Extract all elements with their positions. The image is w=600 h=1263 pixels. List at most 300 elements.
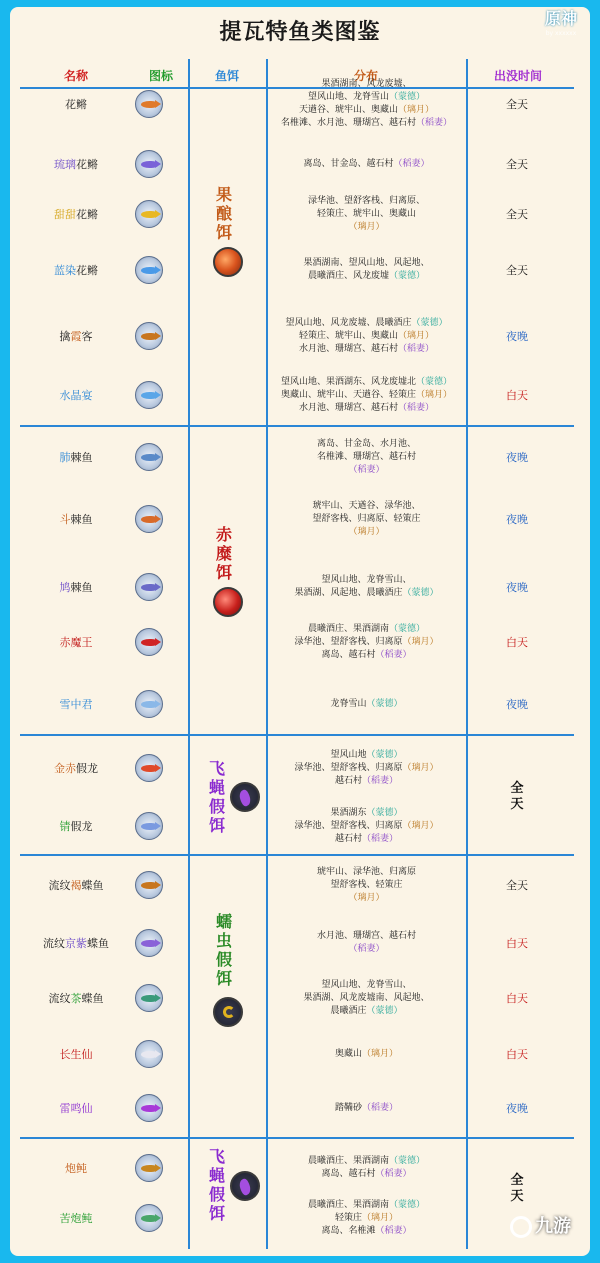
location-text: 望风山地 bbox=[330, 749, 367, 760]
worm-lure-icon bbox=[213, 997, 243, 1027]
spawn-time: 白天 bbox=[506, 636, 528, 649]
fish-name-part: 蝶鱼 bbox=[87, 937, 109, 950]
fish-tail-icon bbox=[155, 881, 161, 889]
region-tag: （璃月） bbox=[398, 105, 435, 115]
distribution-line bbox=[268, 451, 465, 464]
location-text: 越石村 bbox=[334, 775, 362, 786]
fish-name bbox=[20, 760, 132, 776]
spawn-time-char: 全 bbox=[510, 781, 524, 796]
region-tag: （蒙德） bbox=[366, 1005, 403, 1016]
distribution-line bbox=[268, 376, 465, 389]
spawn-time: 全天 bbox=[506, 208, 528, 221]
fish-name-part: 金赤 bbox=[54, 762, 76, 775]
genshin-logo bbox=[530, 8, 592, 50]
location-text: 果酒湖、风起地、晨曦酒庄 bbox=[294, 588, 403, 598]
region-tag: （蒙德） bbox=[389, 92, 426, 102]
spawn-time: 白天 bbox=[506, 389, 528, 402]
fish-tail-icon bbox=[155, 1104, 161, 1112]
spawn-time: 夜晚 bbox=[506, 581, 528, 594]
bait-label bbox=[203, 1147, 231, 1223]
location-text: 离岛、越石村 bbox=[321, 1169, 376, 1179]
fly-lure-icon bbox=[230, 782, 260, 812]
region-tag: （璃月） bbox=[348, 892, 385, 903]
location-text: 果酒湖东 bbox=[330, 807, 367, 818]
bait-char: 假 bbox=[215, 950, 232, 969]
fish-name bbox=[20, 877, 132, 893]
fish-name-part: 雷鸣仙 bbox=[59, 1102, 93, 1115]
location-text: 望风山地、果酒湖东、风龙废墟北 bbox=[280, 376, 416, 387]
fruit-bait-icon bbox=[213, 247, 243, 277]
group-divider bbox=[20, 734, 574, 736]
bait-char: 蝇 bbox=[208, 1166, 225, 1185]
bait-label bbox=[210, 525, 238, 582]
fish-name bbox=[20, 634, 132, 650]
fish-name-part: 流纹 bbox=[48, 992, 71, 1005]
group-divider bbox=[20, 425, 574, 427]
location-text: 晨曦酒庄、果酒湖南 bbox=[307, 1199, 389, 1210]
fish-name-part: 蝶鱼 bbox=[81, 879, 104, 892]
region-tag: （稻妻） bbox=[416, 118, 453, 128]
group-divider bbox=[20, 854, 574, 856]
region-tag: （稻妻） bbox=[362, 775, 399, 786]
page-title: 提瓦特鱼类图鉴 bbox=[219, 20, 381, 45]
region-tag: （璃月） bbox=[402, 762, 439, 773]
fish-distribution bbox=[268, 749, 465, 788]
distribution-line bbox=[268, 526, 465, 539]
region-tag: （璃月） bbox=[416, 389, 453, 400]
fish-tail-icon bbox=[155, 822, 161, 830]
wing-icon bbox=[237, 789, 253, 808]
distribution-line bbox=[268, 807, 465, 820]
fish-tail-icon bbox=[155, 210, 161, 218]
spawn-time: 白天 bbox=[506, 1048, 528, 1061]
fish-distribution bbox=[268, 1102, 465, 1115]
fish-icon bbox=[135, 628, 163, 656]
fish-icon bbox=[135, 573, 163, 601]
logo-subtext: by xxxxxx bbox=[545, 30, 577, 37]
fish-name-part: 擒 bbox=[59, 330, 71, 343]
distribution-line bbox=[268, 513, 465, 526]
bait-label bbox=[210, 912, 238, 988]
fish-icon bbox=[135, 812, 163, 840]
distribution-line bbox=[268, 879, 465, 892]
location-text: 渌华池、望舒客栈、归离原 bbox=[294, 762, 403, 773]
fish-name-part: 客 bbox=[81, 330, 93, 343]
location-text: 轻策庄 bbox=[334, 1212, 362, 1223]
fish-name bbox=[20, 387, 132, 403]
distribution-line bbox=[268, 775, 465, 788]
fish-name-part: 赤魔王 bbox=[59, 636, 93, 649]
bait-char: 假 bbox=[208, 1185, 225, 1204]
fish-name-part: 假龙 bbox=[70, 820, 93, 833]
distribution-line bbox=[268, 1048, 465, 1061]
location-text: 望舒客栈、归离原、轻策庄 bbox=[312, 513, 421, 524]
fish-name bbox=[20, 579, 132, 595]
location-text: 晨曦酒庄 bbox=[330, 1005, 367, 1016]
watermark-text: 九游 bbox=[535, 1216, 571, 1237]
bait-char: 糜 bbox=[215, 544, 232, 563]
bait-char: 飞 bbox=[208, 759, 225, 778]
fish-name bbox=[20, 511, 132, 527]
region-tag: （稻妻） bbox=[348, 944, 385, 954]
fish-name bbox=[20, 1046, 132, 1062]
region-tag: （璃月） bbox=[348, 221, 385, 232]
distribution-line bbox=[268, 866, 465, 879]
location-text: 渌华池、望舒客栈、归离原 bbox=[294, 820, 403, 831]
location-text: 望风山地、龙脊雪山 bbox=[307, 92, 389, 102]
region-tag: （蒙德） bbox=[389, 271, 426, 281]
region-tag: （稻妻） bbox=[375, 1225, 412, 1236]
bait-char: 饵 bbox=[208, 1204, 225, 1223]
distribution-line bbox=[268, 78, 465, 91]
location-text: 水月池、珊瑚宫、越石村 bbox=[298, 343, 398, 354]
distribution-line bbox=[268, 762, 465, 775]
region-tag: （稻妻） bbox=[398, 343, 435, 354]
fish-distribution bbox=[268, 1048, 465, 1061]
fish-tail-icon bbox=[155, 332, 161, 340]
fly-lure-icon bbox=[230, 1171, 260, 1201]
fish-name-part: 褐 bbox=[70, 879, 82, 892]
fish-distribution bbox=[268, 623, 465, 662]
distribution-line bbox=[268, 1155, 465, 1168]
fish-icon bbox=[135, 1094, 163, 1122]
watermark-logo bbox=[510, 1212, 600, 1252]
distribution-line bbox=[268, 158, 465, 171]
fish-icon bbox=[135, 984, 163, 1012]
fish-name bbox=[20, 328, 132, 344]
bait-char: 饵 bbox=[215, 563, 232, 582]
fish-distribution bbox=[268, 376, 465, 415]
bait-char: 酿 bbox=[215, 204, 232, 223]
fish-name bbox=[20, 696, 132, 712]
location-text: 果酒湖南、风龙废墟、 bbox=[321, 79, 412, 89]
header-icon: 图标 bbox=[148, 69, 173, 83]
bait-char: 饵 bbox=[215, 223, 232, 242]
fish-tail-icon bbox=[155, 1164, 161, 1172]
region-tag: （蒙德） bbox=[366, 749, 403, 760]
spawn-time-merged bbox=[472, 781, 562, 813]
fish-distribution bbox=[268, 257, 465, 283]
fish-name bbox=[20, 1210, 132, 1226]
bait-char: 蠕 bbox=[215, 912, 232, 931]
distribution-line bbox=[268, 1168, 465, 1181]
distribution-line bbox=[268, 943, 465, 956]
fish-name-part: 花鳉 bbox=[76, 208, 98, 221]
fish-icon bbox=[135, 1040, 163, 1068]
location-text: 离岛、甘金岛、水月池、 bbox=[316, 438, 416, 449]
fish-distribution bbox=[268, 930, 465, 956]
location-text: 琥牢山、渌华池、归离原 bbox=[316, 866, 416, 877]
distribution-line bbox=[268, 623, 465, 636]
distribution-line bbox=[268, 587, 465, 600]
bait-label bbox=[210, 185, 238, 242]
distribution-line bbox=[268, 1005, 465, 1018]
spawn-time: 夜晚 bbox=[506, 1102, 528, 1115]
location-text: 琥牢山、天遒谷、渌华池、 bbox=[312, 500, 421, 511]
fish-name-part: 流纹 bbox=[48, 879, 71, 892]
distribution-line bbox=[268, 820, 465, 833]
spawn-time-char: 天 bbox=[510, 1189, 524, 1204]
location-text: 晨曦酒庄、果酒湖南 bbox=[307, 1156, 389, 1166]
distribution-line bbox=[268, 833, 465, 846]
location-text: 离岛、越石村 bbox=[321, 649, 376, 660]
region-tag: （蒙德） bbox=[366, 807, 403, 818]
fish-tail-icon bbox=[155, 391, 161, 399]
fish-icon bbox=[135, 1154, 163, 1182]
header-bait: 鱼饵 bbox=[214, 69, 239, 83]
fish-name-part: 棘鱼 bbox=[70, 513, 93, 526]
location-text: 越石村 bbox=[334, 833, 362, 844]
fish-icon bbox=[135, 322, 163, 350]
region-tag: （稻妻） bbox=[375, 1169, 412, 1179]
fish-name-part: 苦炮鲀 bbox=[59, 1212, 93, 1225]
fish-icon bbox=[135, 871, 163, 899]
fish-tail-icon bbox=[155, 160, 161, 168]
fish-tail-icon bbox=[155, 266, 161, 274]
fish-name bbox=[20, 818, 132, 834]
fish-tail-icon bbox=[155, 1050, 161, 1058]
fish-icon bbox=[135, 929, 163, 957]
fish-name bbox=[20, 935, 132, 951]
fish-name bbox=[20, 262, 132, 278]
region-tag: （璃月） bbox=[348, 526, 385, 537]
fish-name-part: 霞 bbox=[70, 330, 82, 343]
distribution-line bbox=[268, 979, 465, 992]
fish-icon bbox=[135, 505, 163, 533]
distribution-line bbox=[268, 1225, 465, 1238]
distribution-line bbox=[268, 343, 465, 356]
location-text: 轻策庄、琥牢山、奥藏山 bbox=[316, 208, 416, 219]
bait-char: 饵 bbox=[208, 816, 225, 835]
fish-distribution bbox=[268, 158, 465, 171]
distribution-line bbox=[268, 330, 465, 343]
fish-tail-icon bbox=[155, 583, 161, 591]
fish-tail-icon bbox=[155, 994, 161, 1002]
bait-char: 飞 bbox=[208, 1147, 225, 1166]
region-tag: （蒙德） bbox=[411, 317, 448, 328]
fish-distribution bbox=[268, 807, 465, 846]
location-text: 龙脊雪山 bbox=[330, 698, 367, 709]
fish-icon bbox=[135, 754, 163, 782]
fish-icon bbox=[135, 200, 163, 228]
fish-name-part: 花鳉 bbox=[76, 264, 98, 277]
distribution-line bbox=[268, 104, 465, 117]
distribution-line bbox=[268, 464, 465, 477]
fish-distribution bbox=[268, 698, 465, 711]
distribution-line bbox=[268, 208, 465, 221]
distribution-line bbox=[268, 749, 465, 762]
region-tag: （璃月） bbox=[362, 1048, 399, 1059]
location-text: 晨曦酒庄、果酒湖南 bbox=[307, 623, 389, 634]
region-tag: （稻妻） bbox=[375, 649, 412, 660]
fish-name-part: 流纹 bbox=[43, 937, 65, 950]
fish-name bbox=[20, 990, 132, 1006]
region-tag: （璃月） bbox=[402, 636, 439, 647]
location-text: 望风山地、龙脊雪山、 bbox=[321, 979, 412, 990]
bait-char: 赤 bbox=[215, 525, 232, 544]
region-tag: （蒙德） bbox=[389, 1199, 426, 1210]
location-text: 渌华池、望舒客栈、归离原 bbox=[294, 636, 403, 647]
region-tag: （稻妻） bbox=[348, 464, 385, 475]
location-text: 名椎滩、珊瑚宫、越石村 bbox=[316, 451, 416, 462]
fish-name-part: 假龙 bbox=[76, 762, 98, 775]
distribution-line bbox=[268, 117, 465, 130]
fish-name-part: 甜甜 bbox=[54, 208, 76, 221]
location-text: 离岛、名椎滩 bbox=[321, 1225, 376, 1236]
fish-tail-icon bbox=[155, 515, 161, 523]
spawn-time-char: 天 bbox=[510, 797, 524, 812]
header-name: 名称 bbox=[63, 69, 88, 83]
fish-distribution bbox=[268, 500, 465, 539]
distribution-line bbox=[268, 195, 465, 208]
fish-name bbox=[20, 156, 132, 172]
fish-tail-icon bbox=[155, 764, 161, 772]
fish-name-part: 琉璃 bbox=[54, 158, 76, 171]
fish-name-part: 雪中君 bbox=[59, 698, 93, 711]
bait-char: 虫 bbox=[215, 931, 232, 950]
location-text: 渌华池、望舒客栈、归离原、 bbox=[307, 195, 425, 206]
fish-icon bbox=[135, 256, 163, 284]
location-text: 天遒谷、琥牢山、奥藏山 bbox=[298, 105, 398, 115]
location-text: 望风山地、风龙废墟、晨曦酒庄 bbox=[285, 317, 412, 328]
distribution-line bbox=[268, 992, 465, 1005]
region-tag: （蒙德） bbox=[389, 1156, 426, 1166]
location-text: 果酒湖、风龙废墟南、风起地、 bbox=[303, 992, 430, 1003]
fish-name-part: 炮鲀 bbox=[65, 1162, 87, 1175]
fish-tail-icon bbox=[155, 1214, 161, 1222]
location-text: 水月池、珊瑚宫、越石村 bbox=[298, 402, 398, 413]
fish-name bbox=[20, 96, 132, 112]
fish-icon bbox=[135, 381, 163, 409]
fish-name-part: 肺 bbox=[59, 451, 71, 464]
region-tag: （稻妻） bbox=[398, 402, 435, 413]
fish-name bbox=[20, 1160, 132, 1176]
distribution-line bbox=[268, 574, 465, 587]
fish-distribution bbox=[268, 979, 465, 1018]
distribution-line bbox=[268, 649, 465, 662]
spawn-time: 夜晚 bbox=[506, 330, 528, 343]
fish-name bbox=[20, 206, 132, 222]
distribution-line bbox=[268, 892, 465, 905]
fish-icon bbox=[135, 443, 163, 471]
bait-char: 蝇 bbox=[208, 778, 225, 797]
fish-distribution bbox=[268, 574, 465, 600]
region-tag: （稻妻） bbox=[393, 158, 430, 169]
header-time: 出没时间 bbox=[493, 69, 542, 83]
fish-icon bbox=[135, 150, 163, 178]
spawn-time: 夜晚 bbox=[506, 698, 528, 711]
region-tag: （稻妻） bbox=[362, 833, 399, 844]
region-tag: （蒙德） bbox=[389, 623, 426, 634]
red-bait-icon bbox=[213, 587, 243, 617]
fish-icon bbox=[135, 1204, 163, 1232]
bait-char: 果 bbox=[215, 185, 232, 204]
region-tag: （蒙德） bbox=[416, 376, 453, 387]
fish-name-part: 水晶宴 bbox=[59, 389, 93, 402]
fish-name-part: 锖 bbox=[59, 820, 71, 833]
region-tag: （蒙德） bbox=[366, 698, 403, 709]
location-text: 踏鞴砂 bbox=[334, 1102, 362, 1113]
fish-name-part: 棘鱼 bbox=[70, 581, 93, 594]
spawn-time: 夜晚 bbox=[506, 513, 528, 526]
fish-tail-icon bbox=[155, 100, 161, 108]
fish-name-part: 京紫 bbox=[65, 937, 87, 950]
distribution-line bbox=[268, 438, 465, 451]
spawn-time: 白天 bbox=[506, 992, 528, 1005]
fish-tail-icon bbox=[155, 453, 161, 461]
location-text: 果酒湖南、望风山地、风起地、 bbox=[303, 258, 430, 268]
fish-distribution bbox=[268, 438, 465, 477]
fish-name-part: 茶 bbox=[70, 992, 82, 1005]
spawn-time-merged bbox=[472, 1173, 562, 1205]
fish-name bbox=[20, 449, 132, 465]
fish-tail-icon bbox=[155, 700, 161, 708]
distribution-line bbox=[268, 930, 465, 943]
distribution-line bbox=[268, 1102, 465, 1115]
bait-char: 饵 bbox=[215, 969, 232, 988]
location-text: 晨曦酒庄、风龙废墟 bbox=[307, 271, 389, 281]
distribution-line bbox=[268, 91, 465, 104]
fish-distribution bbox=[268, 866, 465, 905]
watermark-icon bbox=[510, 1216, 532, 1238]
fish-name-part: 花鳉 bbox=[76, 158, 98, 171]
region-tag: （蒙德） bbox=[402, 588, 439, 598]
distribution-line bbox=[268, 257, 465, 270]
fish-name-part: 斗 bbox=[59, 513, 71, 526]
distribution-line bbox=[268, 221, 465, 234]
column-divider bbox=[188, 59, 190, 1249]
fish-name-part: 花鳉 bbox=[65, 98, 87, 111]
fish-name-part: 长生仙 bbox=[59, 1048, 93, 1061]
encyclopedia-panel bbox=[10, 7, 590, 1256]
location-text: 奥藏山、琥牢山、天遒谷、轻策庄 bbox=[280, 389, 416, 400]
group-divider bbox=[20, 1137, 574, 1139]
distribution-line bbox=[268, 1199, 465, 1212]
fish-distribution bbox=[268, 317, 465, 356]
fish-name-part: 蓝染 bbox=[54, 264, 76, 277]
worm-icon bbox=[223, 1006, 235, 1018]
spawn-time: 夜晚 bbox=[506, 451, 528, 464]
location-text: 名椎滩、水月池、珊瑚宫、越石村 bbox=[280, 118, 416, 128]
location-text: 望舒客栈、轻策庄 bbox=[330, 879, 403, 890]
fish-icon bbox=[135, 690, 163, 718]
spawn-time-char: 全 bbox=[510, 1173, 524, 1188]
location-text: 离岛、甘金岛、越石村 bbox=[303, 158, 394, 169]
spawn-time: 白天 bbox=[506, 937, 528, 950]
region-tag: （稻妻） bbox=[362, 1102, 399, 1113]
bait-char: 假 bbox=[208, 797, 225, 816]
distribution-line bbox=[268, 500, 465, 513]
distribution-line bbox=[268, 317, 465, 330]
distribution-line bbox=[268, 1212, 465, 1225]
location-text: 望风山地、龙脊雪山、 bbox=[321, 575, 412, 585]
region-tag: （璃月） bbox=[402, 820, 439, 831]
distribution-line bbox=[268, 389, 465, 402]
fish-distribution bbox=[268, 195, 465, 234]
spawn-time: 全天 bbox=[506, 264, 528, 277]
spawn-time: 全天 bbox=[506, 879, 528, 892]
distribution-line bbox=[268, 636, 465, 649]
fish-tail-icon bbox=[155, 939, 161, 947]
wing-icon bbox=[237, 1178, 253, 1197]
column-divider bbox=[466, 59, 468, 1249]
fish-name bbox=[20, 1100, 132, 1116]
header-distribution: 分布 bbox=[353, 69, 378, 83]
logo-text: 原神 bbox=[544, 9, 577, 28]
region-tag: （璃月） bbox=[362, 1212, 399, 1223]
location-text: 水月池、珊瑚宫、越石村 bbox=[316, 931, 416, 941]
spawn-time: 全天 bbox=[506, 158, 528, 171]
